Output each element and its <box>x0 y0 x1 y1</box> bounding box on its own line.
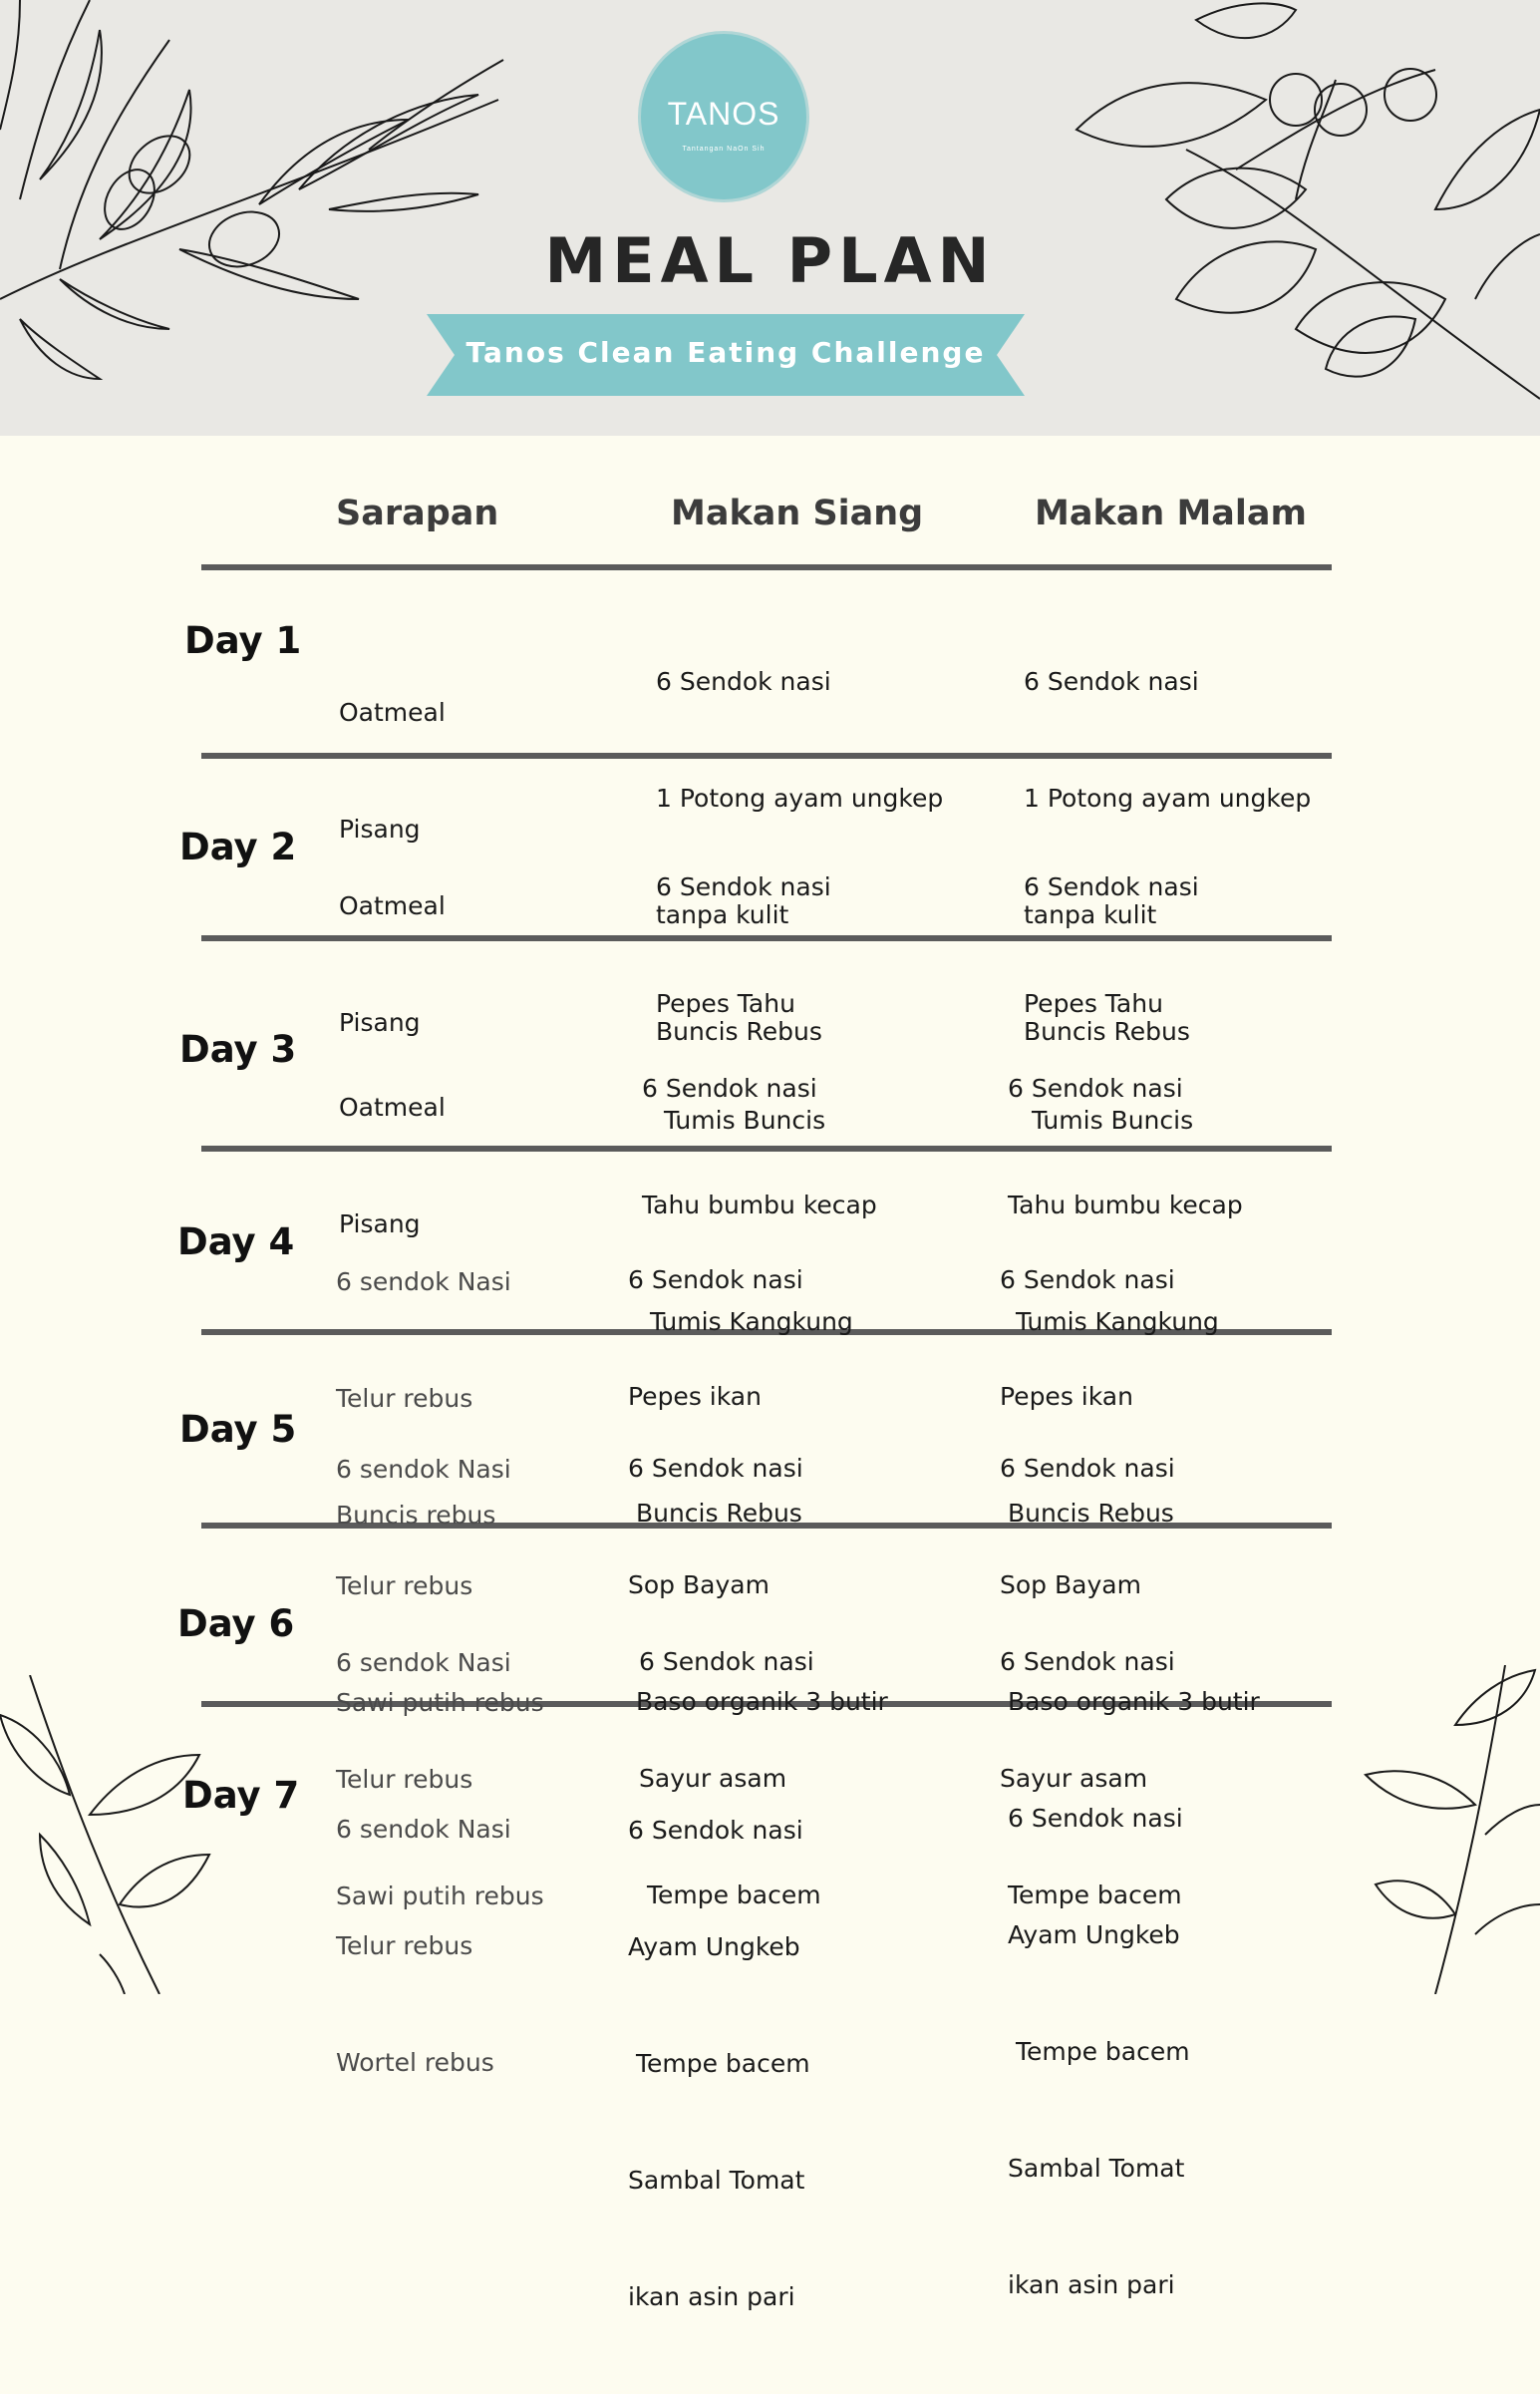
meal-item: Oatmeal <box>339 698 446 727</box>
tanos-logo <box>641 34 806 199</box>
meal-item: Buncis rebus <box>336 1501 496 1530</box>
meal-item: 1 Potong ayam ungkep <box>656 784 944 813</box>
meal-item: Wortel rebus <box>336 2048 494 2077</box>
day-label: Day 1 <box>184 619 302 662</box>
challenge-banner <box>427 314 1025 396</box>
day-label: Day 5 <box>179 1408 297 1451</box>
meal-item: Tempe bacem <box>639 1881 821 1909</box>
meal-item: Pisang <box>339 815 421 844</box>
meal-item: 6 Sendok nasi <box>1024 872 1199 901</box>
meal-item: 6 sendok Nasi <box>336 1455 511 1484</box>
meal-item: Sawi putih rebus <box>336 1881 544 1910</box>
meal-item: 6 Sendok nasi <box>642 1074 817 1103</box>
meal-item: Sop Bayam <box>1000 1570 1141 1599</box>
meal-item: Tumis Buncis <box>1024 1106 1194 1135</box>
meal-item: Sambal Tomat <box>628 2166 805 2195</box>
day-label: Day 4 <box>177 1220 295 1263</box>
meal-item: ikan asin pari <box>1008 2270 1175 2299</box>
meal-item: Oatmeal <box>339 891 446 920</box>
meal-item: Sawi putih rebus <box>336 1688 544 1717</box>
meal-item: 6 Sendok nasi <box>1000 1647 1175 1676</box>
meal-item: Buncis Rebus <box>1024 1017 1190 1046</box>
meal-item: 6 Sendok nasi <box>1008 1074 1183 1103</box>
meal-item: Pepes Tahu <box>1024 989 1163 1018</box>
day-label: Day 3 <box>179 1028 297 1071</box>
meal-item: Tempe bacem <box>1000 1881 1182 1909</box>
meal-item: tanpa kulit <box>656 900 789 929</box>
day-label: Day 2 <box>179 826 297 868</box>
meal-item: 6 Sendok nasi <box>1008 1804 1183 1833</box>
day-label: Day 6 <box>177 1602 295 1645</box>
meal-item: Sayur asam <box>639 1764 787 1793</box>
meal-item: 6 Sendok nasi <box>1024 667 1199 696</box>
meal-item: Buncis Rebus <box>656 1017 822 1046</box>
dinner-cell <box>1008 1721 1190 2382</box>
meal-item: Tahu bumbu kecap <box>1008 1191 1243 1219</box>
meal-item: 6 Sendok nasi <box>656 872 831 901</box>
meal-item: Tumis Buncis <box>656 1106 826 1135</box>
meal-item: Pepes ikan <box>1000 1382 1133 1411</box>
meal-item: Ayam Ungkeb <box>628 1932 800 1961</box>
meal-item: Buncis Rebus <box>628 1499 802 1528</box>
meal-item: 1 Potong ayam ungkep <box>1024 784 1312 813</box>
meal-item: tanpa kulit <box>1024 900 1157 929</box>
breakfast-cell <box>336 1732 511 2160</box>
page-title: MEAL PLAN <box>544 224 996 297</box>
column-header-breakfast: Sarapan <box>336 494 499 533</box>
meal-item: 6 Sendok nasi <box>1000 1454 1175 1483</box>
meal-item: Tumis Kangkung <box>642 1307 853 1336</box>
meal-item: Baso organik 3 butir <box>1000 1687 1260 1716</box>
meal-item: Pepes ikan <box>628 1382 762 1411</box>
meal-item: Pisang <box>339 1209 421 1238</box>
meal-item: Tumis Kangkung <box>1008 1307 1219 1336</box>
meal-item: 6 Sendok nasi <box>1000 1265 1175 1294</box>
meal-item: Sop Bayam <box>628 1570 770 1599</box>
lunch-cell <box>628 1733 810 2394</box>
meal-item: Telur rebus <box>336 1571 473 1600</box>
table-divider <box>201 564 1332 570</box>
meal-item: Sayur asam <box>1000 1764 1148 1793</box>
meal-item: 6 Sendok nasi <box>628 1265 803 1294</box>
meal-item: Baso organik 3 butir <box>628 1687 888 1716</box>
meal-item: Telur rebus <box>336 1765 473 1794</box>
meal-item: Pisang <box>339 1008 421 1037</box>
meal-item: Ayam Ungkeb <box>1008 1920 1180 1949</box>
meal-item: Oatmeal <box>339 1093 446 1122</box>
meal-item: 6 sendok Nasi <box>336 1267 511 1296</box>
meal-item: 6 sendok Nasi <box>336 1815 511 1844</box>
meal-item: 6 Sendok nasi <box>639 1647 814 1676</box>
logo-text: TANOS <box>667 96 780 132</box>
meal-item: Sambal Tomat <box>1008 2154 1185 2183</box>
meal-item: Telur rebus <box>336 1931 473 1960</box>
meal-item: ikan asin pari <box>628 2282 795 2311</box>
column-header-lunch: Makan Siang <box>671 494 924 533</box>
leaf-sprig-right-illustration <box>1356 1665 1540 1994</box>
meal-item: 6 Sendok nasi <box>628 1454 803 1483</box>
meal-item: 6 Sendok nasi <box>628 1816 803 1845</box>
day-label: Day 7 <box>182 1774 300 1817</box>
meal-item: Tahu bumbu kecap <box>642 1191 877 1219</box>
meal-item: 6 sendok Nasi <box>336 1648 511 1677</box>
logo-subtext: Tantangan NaOn Sih <box>682 146 766 153</box>
meal-item: Buncis Rebus <box>1000 1499 1174 1528</box>
meal-item: Tempe bacem <box>628 2049 810 2078</box>
meal-item: Tempe bacem <box>1008 2037 1190 2066</box>
leaf-sprig-left-illustration <box>0 1675 239 1994</box>
column-header-dinner: Makan Malam <box>1035 494 1307 533</box>
meal-item: Pepes Tahu <box>656 989 795 1018</box>
banner-text: Tanos Clean Eating Challenge <box>465 336 986 369</box>
meal-item: Telur rebus <box>336 1384 473 1413</box>
meal-item: 6 Sendok nasi <box>656 667 831 696</box>
